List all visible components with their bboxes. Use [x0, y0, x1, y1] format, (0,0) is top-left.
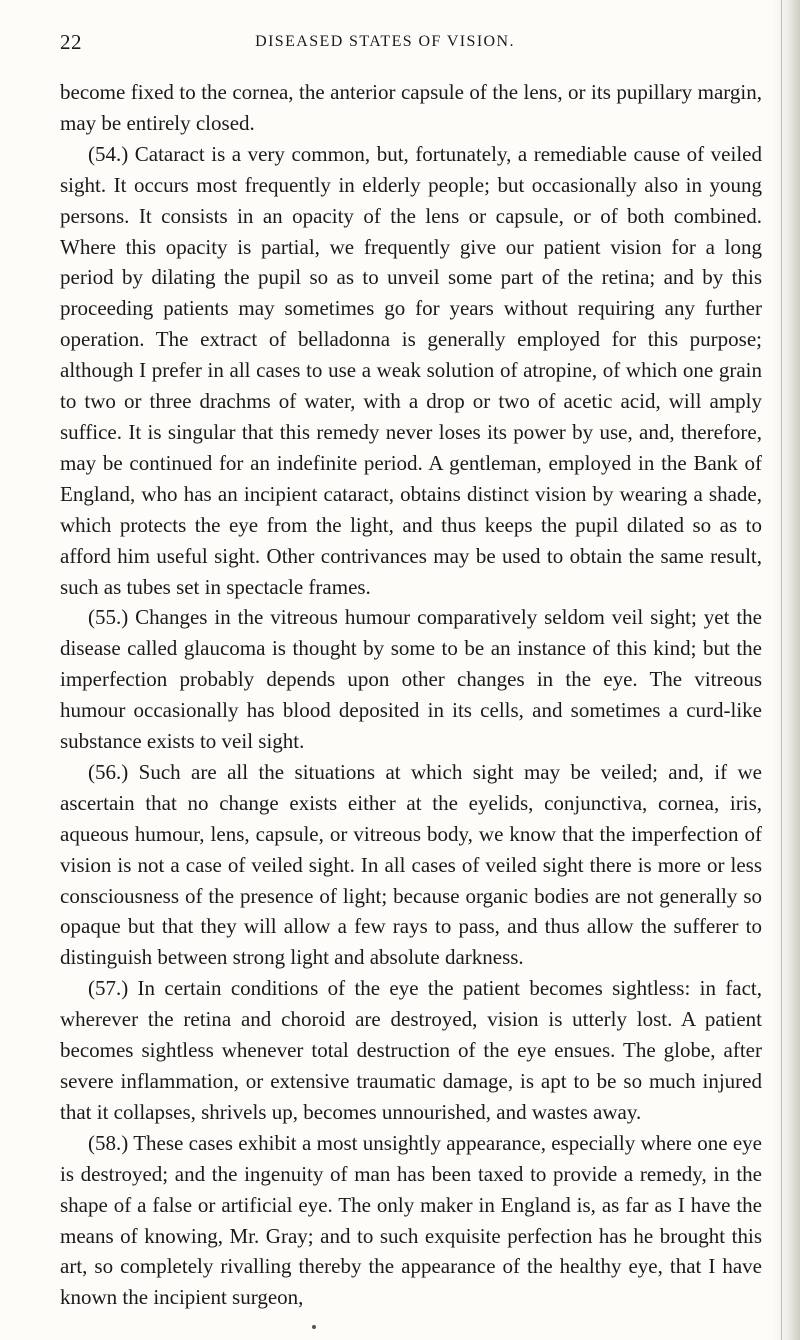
body-text	[60, 77, 762, 1313]
page-edge-line	[781, 0, 782, 1340]
ink-speck	[312, 1325, 316, 1329]
page-header	[60, 30, 710, 60]
running-title: DISEASED STATES OF VISION.	[255, 33, 515, 50]
page-edge-shadow	[772, 0, 800, 1340]
paragraph-continuation: become fixed to the cornea, the anterior capsule of the lens, or its pupillary margin, may be entirely closed.	[60, 80, 762, 135]
paragraph-55: (55.) Changes in the vitreous humour comparatively seldom veil sight; yet the disease called glaucoma is thought by some to be an instance of this kind; but the imperfection probably depends upon other changes in the eye. The vitreous humour occasionally has blood deposited in its cells, and sometimes a curd-like substance exists to veil sight.	[60, 605, 762, 754]
paragraph-54: (54.) Cataract is a very common, but, fortunately, a remediable cause of veiled sight. It occurs most frequently in elderly people; but occasionally also in young persons. It consists in an opacity of the lens or capsule, or of both combined. Where this opacity is partial, we frequently give our patient vision for a long period by dilating the pupil so as to unveil some part of the retina; and by this proceeding patients may sometimes go for years without requiring any further operation. The extract of belladonna is generally employed for this purpose; although I prefer in all cases to use a weak solution of atropine, of which one grain to two or three drachms of water, with a drop or two of acetic acid, will amply suffice. It is singular that this remedy never loses its power by use, and, therefore, may be continued for an indefinite period. A gentleman, employed in the Bank of England, who has an incipient cataract, obtains distinct vision by wearing a shade, which protects the eye from the light, and thus keeps the pupil dilated so as to afford him useful sight. Other contrivances may be used to obtain the same result, such as tubes set in spectacle frames.	[60, 141, 762, 599]
paragraph-58: (58.) These cases exhibit a most unsightly appearance, especially where one eye is destroyed; and the ingenuity of man has been taxed to provide a remedy, in the shape of a false or artificial eye. The only maker in England is, as far as I have the means of knowing, Mr. Gray; and to such exquisite perfection has he brought this art, so completely rivalling thereby the appearance of the healthy eye, that I have known the incipient surgeon,	[60, 1130, 762, 1310]
page-number: 22	[60, 30, 82, 54]
paragraph-56: (56.) Such are all the situations at which sight may be veiled; and, if we ascertain that no change exists either at the eyelids, conjunctiva, cornea, iris, aqueous humour, lens, capsule, or vitreous body, we know that the imperfection of vision is not a case of veiled sight. In all cases of veiled sight there is more or less consciousness of the presence of light; because organic bodies are not generally so opaque but that they will allow a few rays to pass, and thus allow the sufferer to distinguish between strong light and absolute darkness.	[60, 759, 762, 970]
paragraph-57: (57.) In certain conditions of the eye the patient becomes sightless: in fact, wherever the retina and choroid are destroyed, vision is utterly lost. A patient becomes sightless whenever total destruction of the eye ensues. The globe, after severe inflammation, or extensive traumatic damage, is apt to be so much injured that it collapses, shrivels up, becomes unnourished, and wastes away.	[60, 976, 762, 1124]
